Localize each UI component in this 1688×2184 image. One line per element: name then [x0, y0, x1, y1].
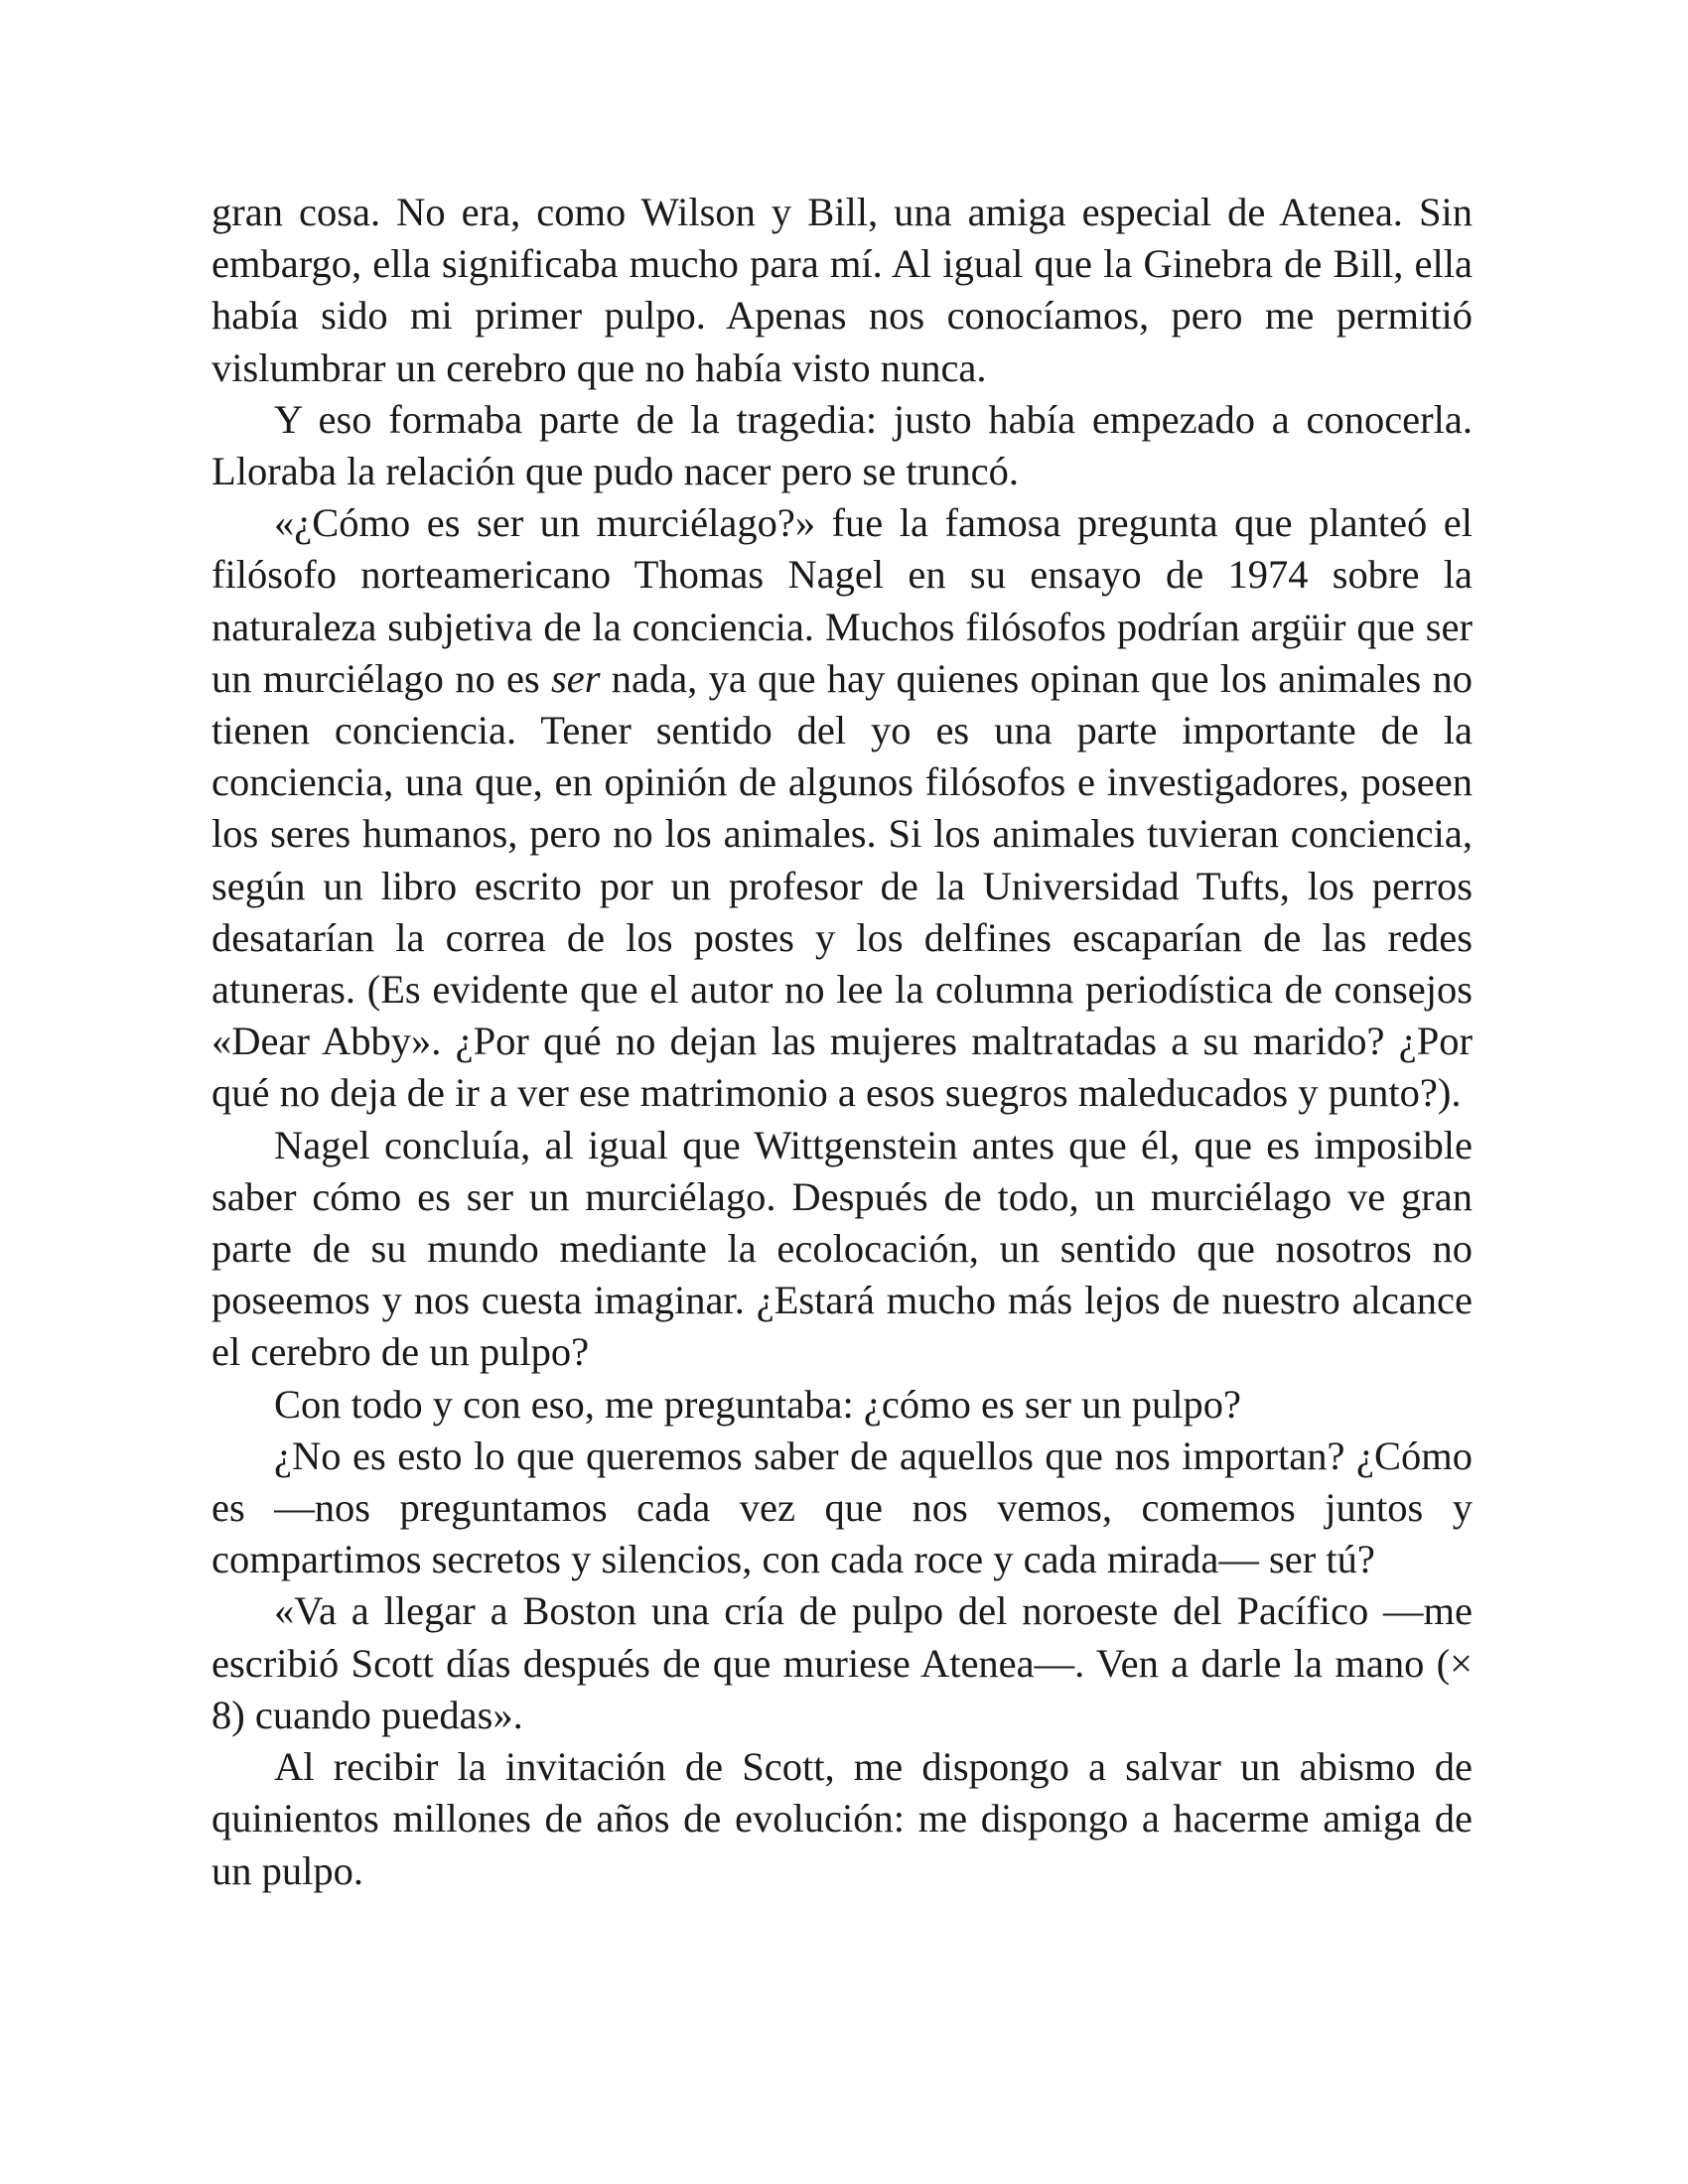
paragraph-8 — [211, 1741, 1473, 1897]
paragraph-1 — [211, 187, 1473, 394]
book-page — [211, 187, 1473, 1897]
paragraph-6-text: ¿No es esto lo que queremos saber de aquellos que nos importan? ¿Cómo es —nos preguntamos cada vez que nos vemos, comemos juntos y compartimos secretos y silencios, con cada roce y cada mirada— ser tú? — [211, 1433, 1473, 1582]
paragraph-3 — [211, 497, 1473, 1119]
paragraph-5 — [211, 1379, 1473, 1431]
paragraph-4-text: Nagel concluía, al igual que Wittgenstein antes que él, que es imposible saber cómo es ser un murciélago. Después de todo, un murciélago ve gran parte de su mundo mediante la ecolocación, un sentido que nosotros no poseemos y nos cuesta imaginar. ¿Estará mucho más lejos de nuestro alcance el cerebro de un pulpo? — [211, 1122, 1473, 1375]
paragraph-2-text: Y eso formaba parte de la tragedia: justo había empezado a conocerla. Lloraba la relación que pudo nacer pero se truncó. — [211, 396, 1473, 494]
paragraph-3-text-b: nada, ya que hay quienes opinan que los animales no tienen conciencia. Tener sentido del yo es una parte importante de la conciencia, una que, en opinión de algunos filósofos e investigadores, poseen los seres humanos, pero no los animales. Si los animales tuvieran conciencia, según un libro escrito por un profesor de la Universidad Tufts, los perros desatarían la correa de los postes y los delfines escaparían de las redes atuneras. (Es evidente que el autor no lee la columna periodística de consejos «Dear Abby». ¿Por qué no dejan las mujeres maltratadas a su marido? ¿Por qué no deja de ir a ver ese matrimonio a esos suegros maleducados y punto?). — [211, 655, 1473, 1116]
paragraph-3-text-a: «¿Cómo es ser un murciélago?» fue la famosa pregunta que planteó el filósofo norteamericano Thomas Nagel en su ensayo de 1974 sobre la naturaleza subjetiva de la conciencia. Muchos filósofos podrían argüir que ser un murciélago no es — [211, 500, 1473, 701]
paragraph-8-text: Al recibir la invitación de Scott, me dispongo a salvar un abismo de quinientos millones de años de evolución: me dispongo a hacerme amiga de un pulpo. — [211, 1744, 1473, 1893]
paragraph-7 — [211, 1585, 1473, 1741]
paragraph-6 — [211, 1431, 1473, 1586]
paragraph-2 — [211, 394, 1473, 497]
paragraph-7-text: «Va a llegar a Boston una cría de pulpo del noroeste del Pacífico —me escribió Scott días después de que muriese Atenea—. Ven a darle la mano (× 8) cuando puedas». — [211, 1588, 1473, 1737]
paragraph-3-italic-word: ser — [550, 655, 601, 701]
paragraph-1-text: gran cosa. No era, como Wilson y Bill, una amiga especial de Atenea. Sin embargo, ella significaba mucho para mí. Al igual que la Ginebra de Bill, ella había sido mi primer pulpo. Apenas nos conocíamos, pero me permitió vislumbrar un cerebro que no había visto nunca. — [211, 190, 1473, 390]
paragraph-5-text: Con todo y con eso, me preguntaba: ¿cómo es ser un pulpo? — [274, 1381, 1242, 1427]
paragraph-4 — [211, 1120, 1473, 1379]
